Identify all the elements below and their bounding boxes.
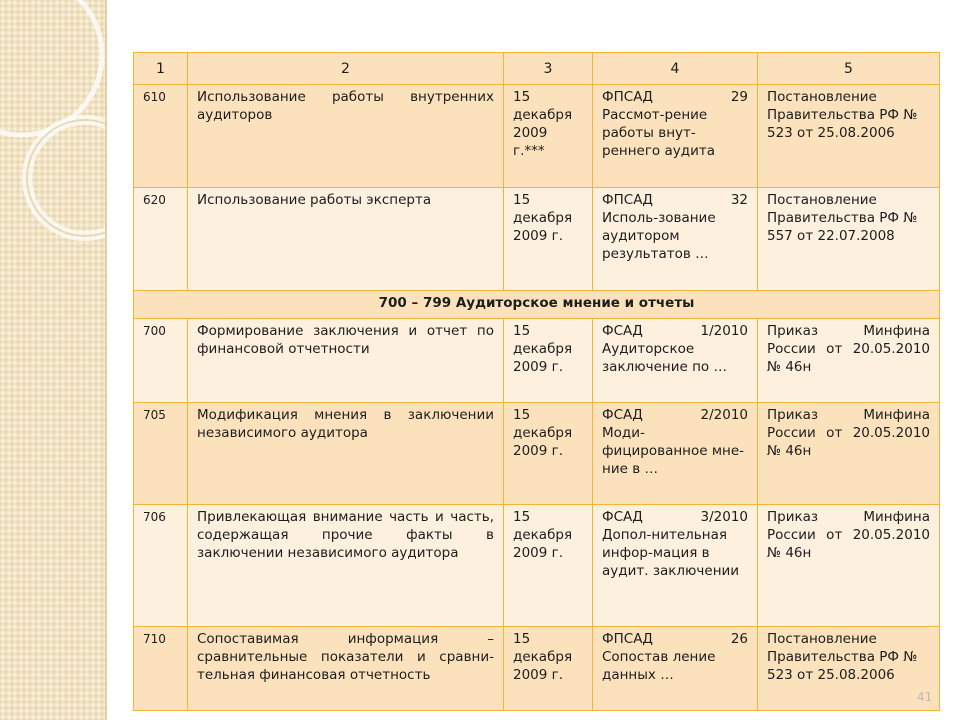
standard-number: 706 — [134, 505, 188, 627]
standard-description: Исполь-зование аудитором результатов … — [602, 210, 716, 262]
section-title: 700 – 799 Аудиторское мнение и отчеты — [134, 291, 940, 319]
standard-code-number: 2/2010 — [700, 407, 748, 423]
standard-code-number: 3/2010 — [700, 509, 748, 525]
date-day: 15 — [513, 323, 531, 339]
table-row — [134, 403, 940, 505]
standard-description: Аудиторское заключение по … — [602, 341, 727, 375]
page-number: 41 — [917, 690, 933, 704]
standard-number: 610 — [134, 85, 188, 188]
standard-description: Моди-фицированное мне-ние в … — [602, 425, 745, 477]
standard-description: Сопостав ление данных … — [602, 649, 716, 683]
russian-standard — [593, 627, 758, 711]
column-header: 3 — [504, 53, 593, 85]
standard-code-number: 32 — [730, 192, 748, 208]
effective-date — [504, 505, 593, 627]
decorative-rings-graphic — [0, 0, 107, 720]
standard-code-number: 26 — [730, 631, 748, 647]
decorative-side-panel — [0, 0, 107, 720]
standard-number: 710 — [134, 627, 188, 711]
standard-code: ФПСАД — [602, 192, 653, 208]
table-row — [134, 319, 940, 403]
standard-code-number: 1/2010 — [700, 323, 748, 339]
date-month: декабря — [513, 107, 573, 123]
date-day: 15 — [513, 192, 531, 208]
approving-act: Приказ Минфина России от 20.05.2010 № 46н — [758, 403, 940, 505]
approving-act: Приказ Минфина России от 20.05.2010 № 46н — [758, 319, 940, 403]
date-day: 15 — [513, 509, 531, 525]
standard-name: Использование работы эксперта — [188, 188, 504, 291]
audit-standards-table — [133, 52, 940, 711]
date-year: 2009 г.*** — [513, 125, 548, 159]
standard-code-number: 29 — [730, 89, 748, 105]
date-day: 15 — [513, 407, 531, 423]
date-day: 15 — [513, 631, 531, 647]
standard-code: ФПСАД — [602, 631, 653, 647]
standard-code: ФСАД — [602, 323, 643, 339]
table-row — [134, 505, 940, 627]
effective-date — [504, 403, 593, 505]
standard-name: Модификация мнения в заключении независимого аудитора — [188, 403, 504, 505]
standard-name: Формирование заключения и отчет по финансовой отчетности — [188, 319, 504, 403]
approving-act: Приказ Минфина России от 20.05.2010 № 46н — [758, 505, 940, 627]
date-year: 2009 г. — [513, 359, 564, 375]
effective-date — [504, 627, 593, 711]
standard-code: ФСАД — [602, 407, 643, 423]
date-month: декабря — [513, 649, 573, 665]
effective-date — [504, 188, 593, 291]
date-month: декабря — [513, 425, 573, 441]
russian-standard — [593, 319, 758, 403]
effective-date — [504, 319, 593, 403]
approving-act: Постановление Правительства РФ № 523 от 25.08.2006 — [758, 85, 940, 188]
column-header: 1 — [134, 53, 188, 85]
russian-standard — [593, 188, 758, 291]
standard-number: 620 — [134, 188, 188, 291]
date-month: декабря — [513, 341, 573, 357]
effective-date — [504, 85, 593, 188]
standard-description: Рассмот-рение работы внут-реннего аудита — [602, 107, 715, 159]
column-header: 5 — [758, 53, 940, 85]
standard-description: Допол-нительная инфор-мация в аудит. заключении — [602, 527, 740, 579]
table-row — [134, 188, 940, 291]
russian-standard — [593, 505, 758, 627]
standard-code: ФПСАД — [602, 89, 653, 105]
standard-code: ФСАД — [602, 509, 643, 525]
date-year: 2009 г. — [513, 545, 564, 561]
date-year: 2009 г. — [513, 667, 564, 683]
side-panel-edge — [105, 0, 107, 720]
standard-name: Использование работы внутренних аудиторов — [188, 85, 504, 188]
approving-act: Постановление Правительства РФ № 523 от 25.08.2006 — [758, 627, 940, 711]
standard-number: 700 — [134, 319, 188, 403]
standard-name: Сопоставимая информация – сравнительные показатели и сравни-тельная финансовая отчетность — [188, 627, 504, 711]
column-header: 4 — [593, 53, 758, 85]
date-month: декабря — [513, 527, 573, 543]
russian-standard — [593, 403, 758, 505]
date-day: 15 — [513, 89, 531, 105]
date-year: 2009 г. — [513, 443, 564, 459]
table-row — [134, 627, 940, 711]
russian-standard — [593, 85, 758, 188]
table-header-row — [134, 53, 940, 85]
table-row — [134, 85, 940, 188]
section-row — [134, 291, 940, 319]
approving-act: Постановление Правительства РФ № 557 от 22.07.2008 — [758, 188, 940, 291]
standard-number: 705 — [134, 403, 188, 505]
standard-name: Привлекающая внимание часть и часть, содержащая прочие факты в заключении независимого аудитора — [188, 505, 504, 627]
date-month: декабря — [513, 210, 573, 226]
column-header: 2 — [188, 53, 504, 85]
date-year: 2009 г. — [513, 228, 564, 244]
